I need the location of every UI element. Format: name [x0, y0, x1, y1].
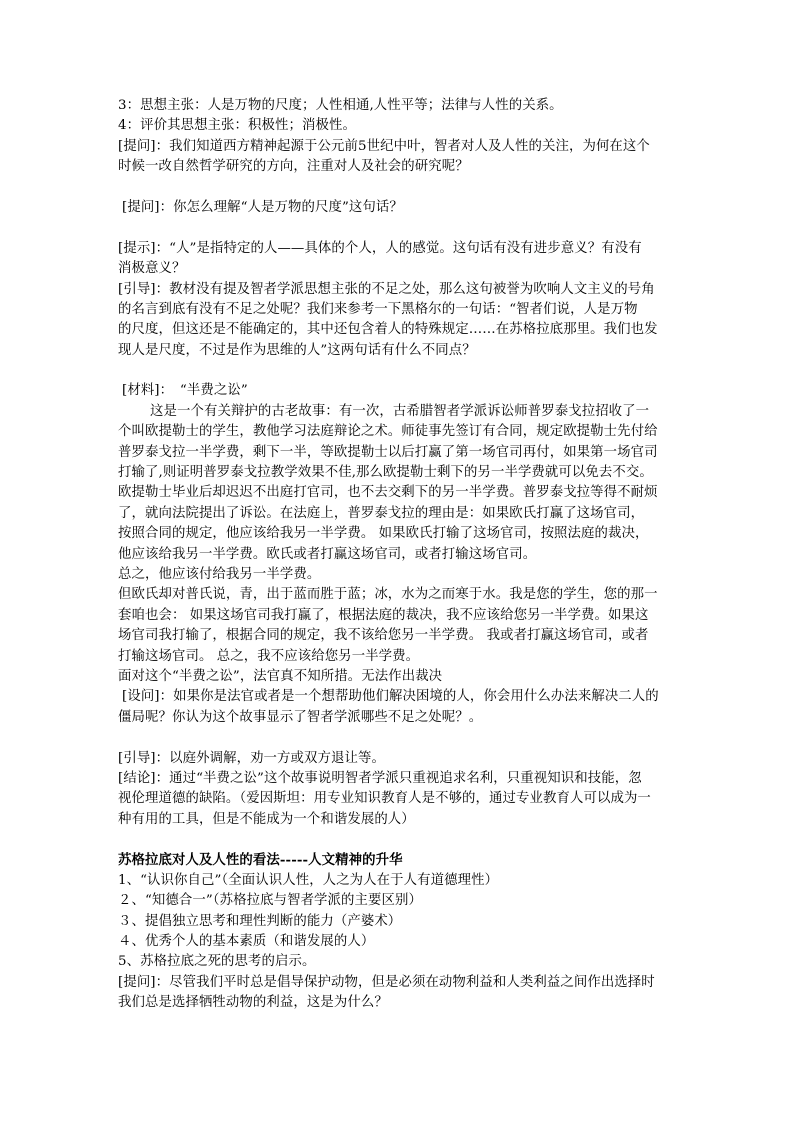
text-line: [提示]：“人”是指特定的人——具体的个人，人的感觉。这句话有没有进步意义？有没有 [118, 240, 642, 256]
text-line: [结论]：通过“半费之讼”这个故事说明智者学派只重视追求名利，只重视知识和技能，忽 [118, 770, 642, 786]
text-line: 视伦理道德的缺陷。（爱因斯坦：用专业知识教育人是不够的，通过专业教育人可以成为一 [118, 791, 651, 807]
text-line: 我们总是选择牺牲动物的利益，这是为什么？ [118, 995, 388, 1011]
text-line: [材料]： “半费之讼” [122, 383, 248, 399]
text-line: 欧提勒士毕业后却迟迟不出庭打官司，也不去交剩下的另一半学费。普罗泰戈拉等得不耐烦 [118, 485, 658, 501]
text-line: 按照合同的规定，他应该给我另一半学费。 如果欧氏打输了这场官司，按照法庭的裁决， [118, 526, 649, 542]
text-line: 面对这个“半费之讼”，法官真不知所措。无法作出裁决 [118, 668, 443, 684]
text-line: 的名言到底有没有不足之处呢？我们来参考一下黑格尔的一句话：“智者们说，人是万物 [118, 301, 638, 317]
text-line: 僵局呢？你认为这个故事显示了智者学派哪些不足之处呢？。 [118, 709, 483, 725]
text-line: 的尺度，但这还是不能确定的，其中还包含着人的特殊规定……在苏格拉底那里。我们也发 [118, 322, 658, 338]
blank-line [118, 218, 678, 238]
text-line: 消极意义？ [118, 261, 186, 277]
text-line: 了，就向法院提出了诉讼。在法庭上，普罗泰戈拉的理由是：如果欧氏打赢了这场官司， [118, 505, 645, 521]
document-page [118, 96, 678, 1014]
text-line: 打输这场官司。 总之，我不应该给您另一半学费。 [118, 648, 420, 664]
text-line: ２、“知德合一”（苏格拉底与智者学派的主要区别） [118, 893, 422, 909]
blank-line [118, 728, 678, 748]
text-line: 现人是尺度，不过是作为思维的人”这两句话有什么不同点？ [118, 342, 476, 358]
text-line: 但欧氏却对普氏说，青，出于蓝而胜于蓝；冰，水为之而寒于水。我是您的学生，您的那一 [118, 587, 658, 603]
text-line: 个叫欧提勒士的学生，教他学习法庭辩论之术。师徒事先签订有合同，规定欧提勒士先付给 [118, 424, 658, 440]
section-heading: 苏格拉底对人及人性的看法-----人文精神的升华 [118, 852, 403, 869]
text-line: 3：思想主张：人是万物的尺度；人性相通,人性平等；法律与人性的关系。 [118, 98, 563, 113]
text-line: 普罗泰戈拉一半学费，剩下一半，等欧提勒士以后打赢了第一场官司再付，如果第一场官司 [118, 444, 658, 460]
text-line: [提问]：你怎么理解“人是万物的尺度”这句话？ [122, 199, 403, 215]
blank-line [118, 830, 678, 850]
text-line: 种有用的工具，但是不能成为一个和谐发展的人） [118, 811, 415, 827]
text-line: 总之，他应该付给我另一半学费。 [118, 566, 321, 582]
text-line: 时候一改自然哲学研究的方向，注重对人及社会的研究呢？ [118, 159, 469, 175]
text-line: 套咱也会： 如果这场官司我打赢了，根据法庭的裁决，我不应该给您另一半学费。如果这 [118, 607, 649, 623]
text-line: [提问]：尽管我们平时总是倡导保护动物，但是必须在动物利益和人类利益之间作出选择时 [118, 974, 655, 990]
text-line: 他应该给我另一半学费。欧氏或者打赢这场官司，或者打输这场官司。 [118, 546, 537, 562]
text-line: [设问]：如果你是法官或者是一个想帮助他们解决困境的人，你会用什么办法来解决二人的 [122, 689, 659, 705]
text-line: 5、苏格拉底之死的思考的启示。 [118, 954, 316, 970]
text-line: ４、优秀个人的基本素质（和谐发展的人） [118, 934, 375, 950]
blank-line [118, 178, 678, 198]
text-line: ３、提倡独立思考和理性判断的能力（产婆术） [118, 913, 402, 929]
text-line: 场官司我打输了，根据合同的规定，我不该给您另一半学费。 我或者打赢这场官司，或者 [118, 628, 649, 644]
text-line: 这是一个有关辩护的古老故事：有一次，古希腊智者学派诉讼师普罗泰戈拉招收了一 [150, 403, 650, 419]
text-line: [引导]：以庭外调解，劝一方或双方退让等。 [118, 750, 385, 766]
text-line: 1、“认识你自己”（全面认识人性，人之为人在于人有道德理性） [118, 872, 499, 888]
blank-line [118, 361, 678, 381]
text-line: [引导]：教材没有提及智者学派思想主张的不足之处，那么这句被誉为吹响人文主义的号角 [118, 281, 655, 297]
text-line: 4：评价其思想主张：积极性；消极性。 [118, 118, 356, 134]
text-line: 打输了,则证明普罗泰戈拉教学效果不佳,那么欧提勒士剩下的另一半学费就可以免去不交。 [118, 465, 653, 481]
text-line: [提问]：我们知道西方精神起源于公元前5世纪中叶，智者对人及人性的关注，为何在这个 [118, 138, 650, 154]
